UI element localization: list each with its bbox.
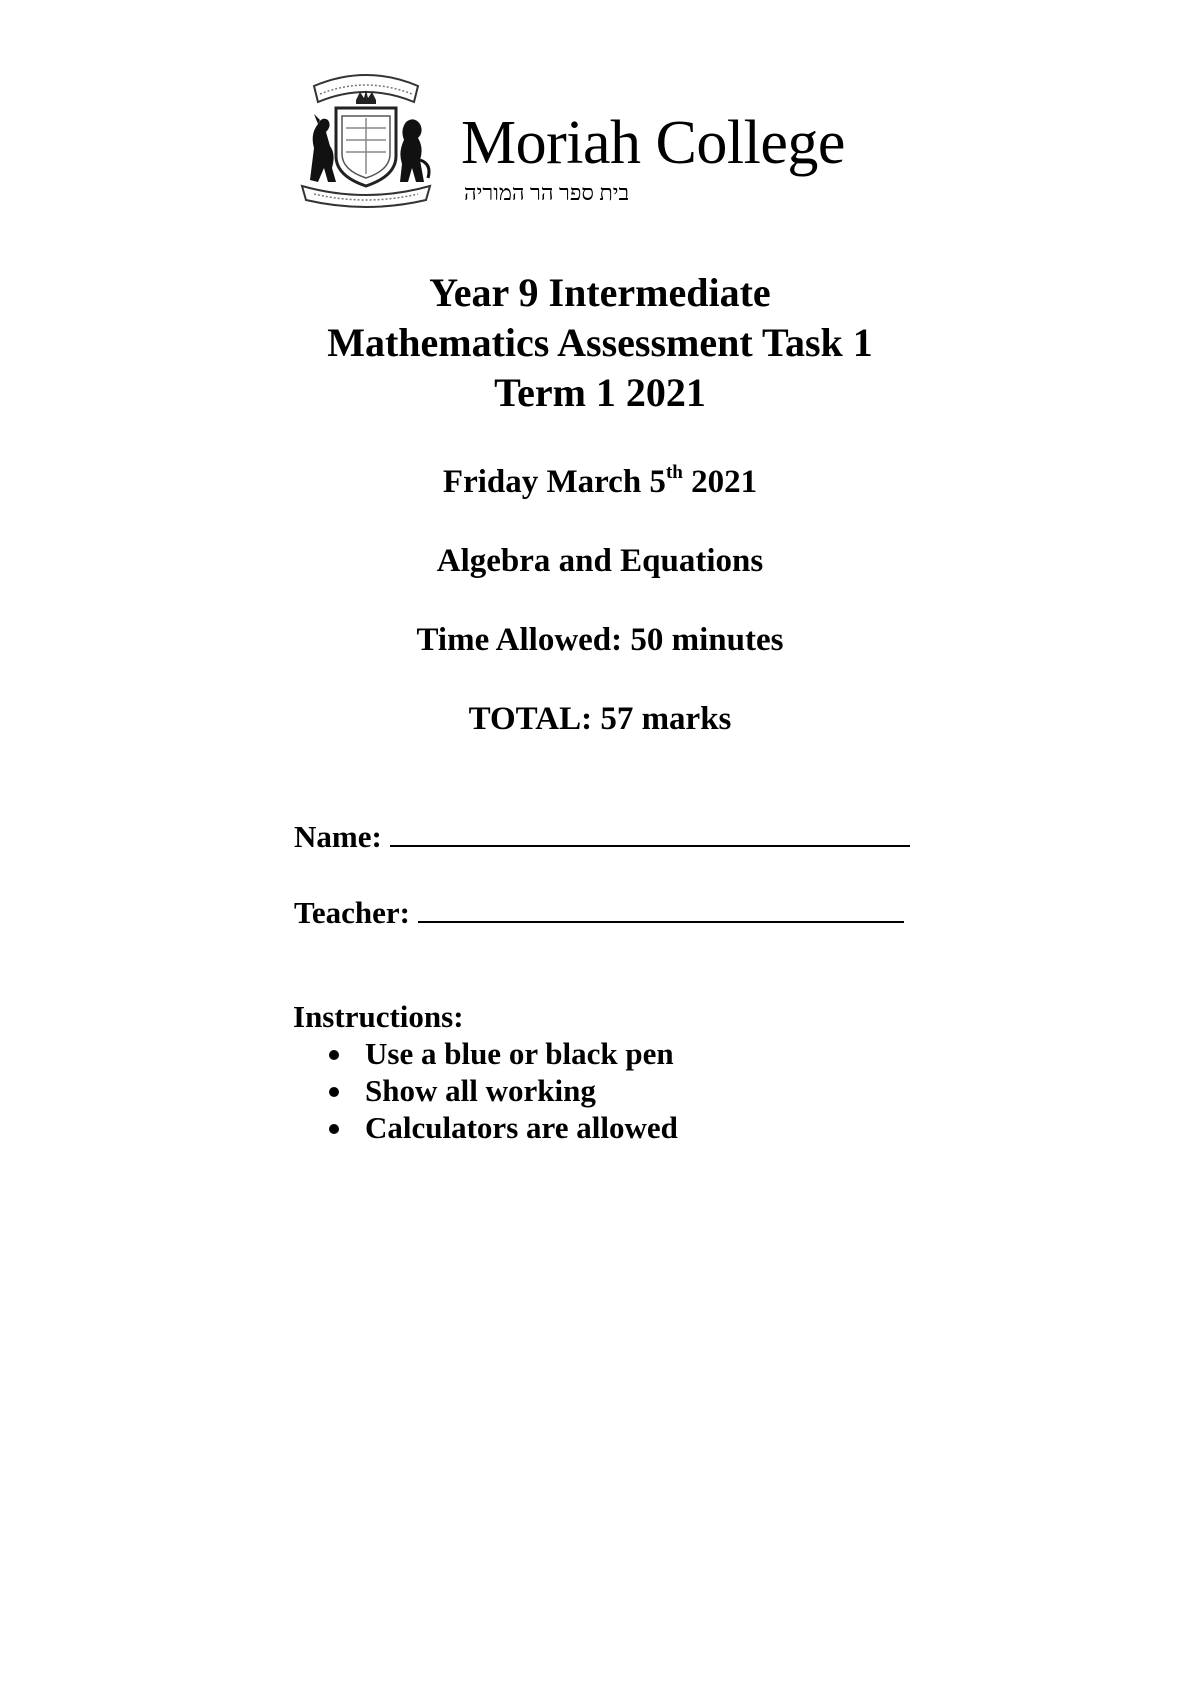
instructions <box>293 998 678 1146</box>
time-allowed: Time Allowed: 50 minutes <box>416 622 784 658</box>
exam-date-year: 2021 <box>682 464 758 500</box>
name-label: Name: <box>294 819 382 854</box>
college-name: Moriah College <box>461 109 845 177</box>
list-item <box>293 1109 678 1146</box>
bullet-icon <box>329 1124 339 1134</box>
exam-date-suffix: th <box>665 462 683 483</box>
title-line-1: Year 9 Intermediate <box>429 270 771 315</box>
college-name-hebrew: בית ספר הר המוריה <box>464 180 630 205</box>
bullet-icon <box>329 1087 339 1097</box>
instructions-heading: Instructions: <box>293 999 464 1034</box>
exam-date <box>200 462 1000 502</box>
title-line-3: Term 1 2021 <box>494 370 706 415</box>
total-marks: TOTAL: 57 marks <box>468 701 732 737</box>
bullet-icon <box>329 1050 339 1060</box>
instruction-text: Show all working <box>365 1073 596 1108</box>
instruction-text: Calculators are allowed <box>365 1110 678 1145</box>
teacher-field[interactable] <box>294 891 904 933</box>
list-item <box>293 1072 678 1109</box>
exam-date-prefix: Friday March 5 <box>442 464 666 500</box>
name-input-line[interactable] <box>390 815 910 847</box>
name-field[interactable] <box>294 815 910 857</box>
exam-topic: Algebra and Equations <box>436 543 764 579</box>
crest-icon <box>296 68 436 208</box>
assessment-title <box>200 268 1000 418</box>
college-logo <box>296 68 916 208</box>
list-item <box>293 1035 678 1072</box>
teacher-input-line[interactable] <box>418 891 904 923</box>
teacher-label: Teacher: <box>294 895 410 930</box>
instruction-text: Use a blue or black pen <box>365 1036 674 1071</box>
title-line-2: Mathematics Assessment Task 1 <box>327 320 873 365</box>
instructions-list <box>293 1035 678 1146</box>
